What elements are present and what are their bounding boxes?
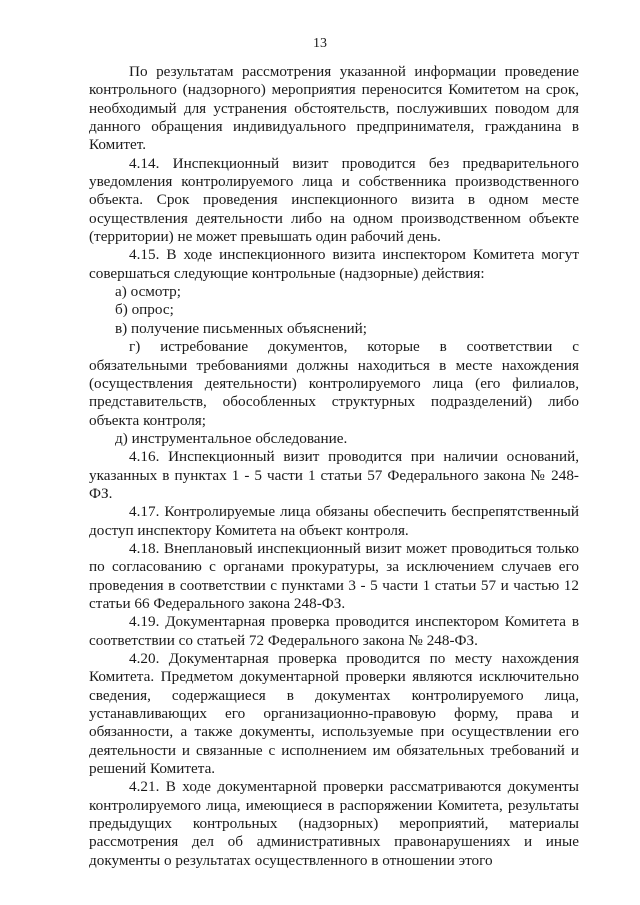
list-item-instrumental: д) инструментальное обследование. <box>115 429 348 447</box>
paragraph-4-16: 4.16. Инспекционный визит проводится при наличии оснований, указанных в пунктах 1 - 5 части 1 статьи 57 Федерального закона № 248-ФЗ. <box>89 448 579 502</box>
paragraph-4-18: 4.18. Внеплановый инспекционный визит может проводиться только по согласованию с органами прокуратуры, за исключением случаев его проведения в соответствии с пунктами 3 - 5 части 1 статьи 57 и частью 12 статьи 66 Федерального закона 248-ФЗ. <box>89 539 579 612</box>
list-item-explanations: в) получение письменных объяснений; <box>115 319 368 337</box>
paragraph-4-19: 4.19. Документарная проверка проводится инспектором Комитета в соответствии со статьей 72 Федерального закона № 248-ФЗ. <box>89 613 579 649</box>
paragraph-4-15: 4.15. В ходе инспекционного визита инспектором Комитета могут совершаться следующие контрольные (надзорные) действия: <box>89 246 579 282</box>
list-item-inspection: а) осмотр; <box>115 283 181 301</box>
document-body <box>89 63 579 870</box>
paragraph-4-21: 4.21. В ходе документарной проверки рассматриваются документы контролируемого лица, имеющиеся в распоряжении Комитета, результаты предыдущих контрольных (надзорных) мероприятий, материалы рассмотрения дел об административных правонарушениях и иные документы о результатах осуществленного в отношении этого <box>89 778 579 869</box>
paragraph-4-14: 4.14. Инспекционный визит проводится без предварительного уведомления контролируемого лица и собственника производственного объекта. Срок проведения инспекционного визита в одном месте осуществления деятельности либо на одном производственном объекте (территории) не может превышать один рабочий день. <box>89 154 579 246</box>
paragraph-4-20: 4.20. Документарная проверка проводится по месту нахождения Комитета. Предметом документарной проверки являются исключительно сведения, содержащиеся в документах контролируемого лица, устанавливающих его организационно-правовую форму, права и обязанности, а также документы, используемые при осуществлении его деятельности и связанные с исполнением им обязательных требований и решений Комитета. <box>89 650 579 778</box>
page-number: 13 <box>313 36 327 51</box>
paragraph-postponement: По результатам рассмотрения указанной информации проведение контрольного (надзорного) мероприятия переносится Комитетом на срок, необходимый для устранения обстоятельств, послуживших поводом для данного обращения индивидуального предпринимателя, гражданина в Комитет. <box>89 63 579 154</box>
paragraph-4-17: 4.17. Контролируемые лица обязаны обеспечить беспрепятственный доступ инспектору Комитета на объект контроля. <box>89 503 579 539</box>
list-item-documents: г) истребование документов, которые в соответствии с обязательными требованиями должны находиться в месте нахождения (осуществления деятельности) контролируемого лица (его филиалов, представительств, обособленных структурных подразделений) либо объекта контроля; <box>89 338 579 429</box>
list-item-survey: б) опрос; <box>115 301 174 319</box>
